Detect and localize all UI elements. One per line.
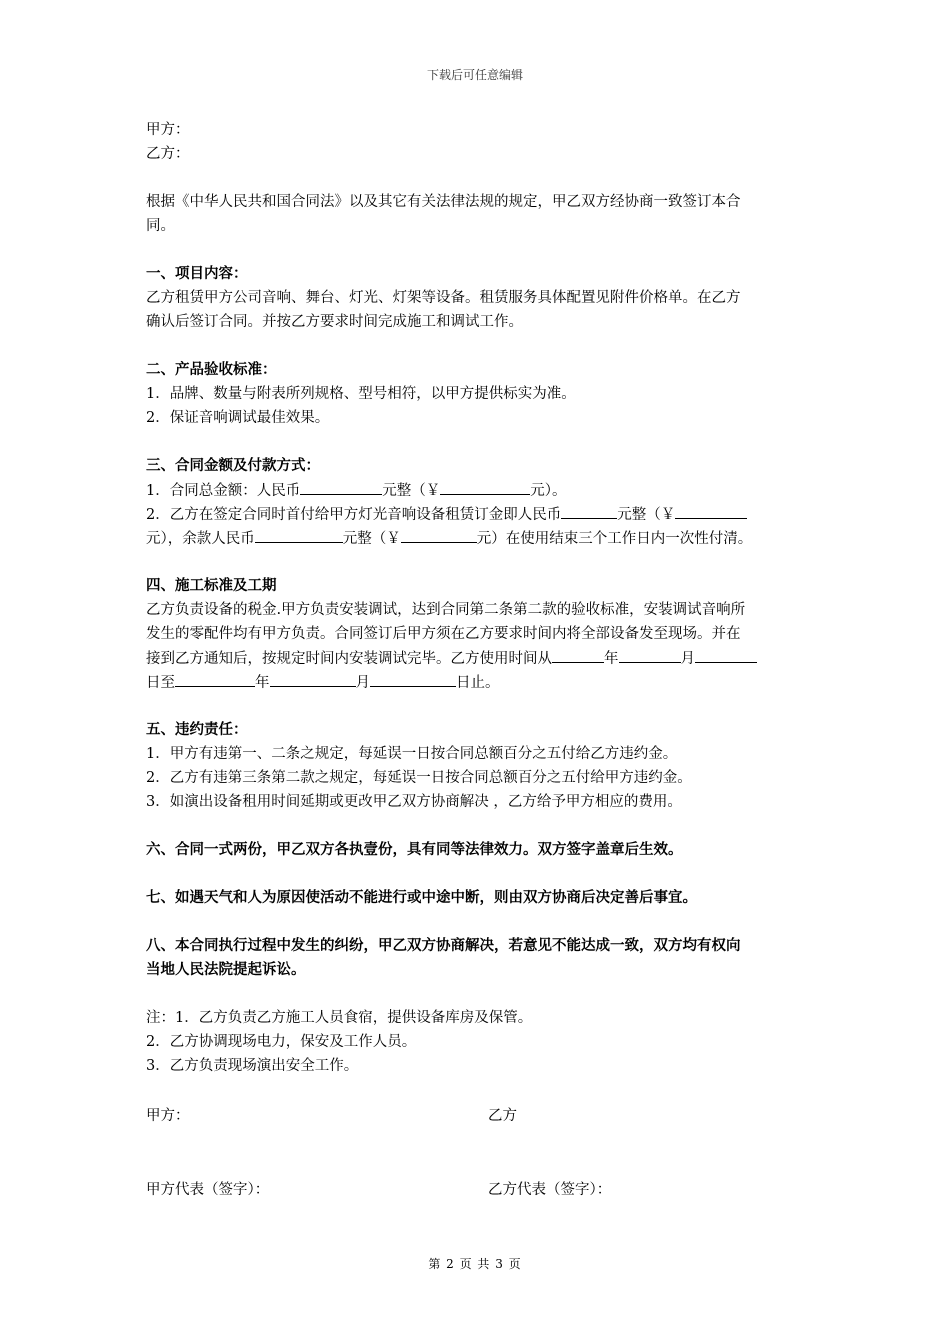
section-text: 乙方负责设备的税金.甲方负责安装调试，达到合同第二条第二款的验收标准，安装调试音响所 — [146, 602, 746, 618]
section-text: 3．如演出设备租用时间延期或更改甲乙双方协商解决 ，乙方给予甲方相应的费用。 — [146, 794, 682, 810]
section-title: 五、违约责任： — [146, 721, 248, 738]
blank-field[interactable] — [300, 478, 382, 495]
deposit-line — [146, 502, 810, 526]
section-title: 当地人民法院提起诉讼。 — [146, 961, 306, 978]
text: 1．合同总金额：人民币 — [146, 483, 301, 499]
section-text: 2．乙方有违第三条第二款之规定，每延误一日按合同总额百分之五付给甲方违约金。 — [146, 770, 692, 786]
text: 元）在使用结束三个工作日内一次性付清。 — [476, 531, 753, 547]
note-line: 3．乙方负责现场演出安全工作。 — [146, 1058, 359, 1074]
text: 元）。 — [530, 483, 567, 499]
blank-field[interactable] — [695, 646, 757, 663]
blank-field[interactable] — [561, 502, 617, 519]
section-title: 二、产品验收标准： — [146, 361, 277, 378]
date-line — [146, 670, 810, 694]
sign-party-a: 甲方： — [146, 1108, 190, 1124]
party-a-label: 甲方： — [146, 122, 190, 138]
text: 2．乙方在签定合同时首付给甲方灯光音响设备租赁订金即人民币 — [146, 507, 562, 523]
intro-line: 根据《中华人民共和国合同法》以及其它有关法律法规的规定，甲乙双方经协商一致签订本合 — [146, 194, 741, 210]
sign-party-b-rep: 乙方代表（签字）： — [488, 1182, 612, 1198]
text: 日止。 — [456, 675, 500, 691]
section-text: 2．保证音响调试最佳效果。 — [146, 410, 330, 426]
blank-field[interactable] — [675, 502, 747, 519]
blank-field[interactable] — [270, 670, 356, 687]
text: 年 — [255, 675, 270, 691]
note-line: 注：1．乙方负责乙方施工人员食宿，提供设备库房及保管。 — [146, 1010, 533, 1026]
page-footer: 第 2 页 共 3 页 — [428, 1257, 522, 1271]
date-line — [146, 646, 810, 670]
sign-party-b: 乙方 — [488, 1108, 517, 1124]
section-title: 一、项目内容： — [146, 265, 248, 282]
blank-field[interactable] — [175, 670, 255, 687]
contract-body — [146, 118, 810, 1078]
text: 日至 — [146, 675, 175, 691]
text: 月 — [680, 651, 695, 667]
party-b-label: 乙方： — [146, 146, 190, 162]
text: 月 — [355, 675, 370, 691]
text: 元整（￥ — [382, 483, 441, 499]
text: 元），余款人民币 — [146, 531, 255, 547]
text: 接到乙方通知后，按规定时间内安装调试完毕。乙方使用时间从 — [146, 651, 552, 667]
section-text: 1．甲方有违第一、二条之规定，每延误一日按合同总额百分之五付给乙方违约金。 — [146, 746, 678, 762]
blank-field[interactable] — [552, 646, 604, 663]
text: 元整（￥ — [342, 531, 401, 547]
section-title: 六、合同一式两份，甲乙双方各执壹份，具有同等法律效力。双方签字盖章后生效。 — [146, 841, 683, 858]
section-title: 八、本合同执行过程中发生的纠纷，甲乙双方协商解决，若意见不能达成一致，双方均有权向 — [146, 937, 741, 954]
section-title: 四、施工标准及工期 — [146, 577, 277, 594]
section-title: 七、如遇天气和人为原因使活动不能进行或中途中断，则由双方协商后决定善后事宜。 — [146, 889, 697, 906]
page-header: 下载后可任意编辑 — [426, 68, 523, 82]
sign-party-a-rep: 甲方代表（签字）： — [146, 1182, 270, 1198]
blank-field[interactable] — [401, 526, 477, 543]
blank-field[interactable] — [255, 526, 343, 543]
text: 元整（￥ — [617, 507, 676, 523]
amount-line — [146, 478, 810, 502]
section-text: 1．品牌、数量与附表所列规格、型号相符，以甲方提供标实为准。 — [146, 386, 576, 402]
blank-field[interactable] — [440, 478, 530, 495]
text: 年 — [604, 651, 619, 667]
section-title: 三、合同金额及付款方式： — [146, 457, 320, 474]
intro-line: 同。 — [146, 218, 175, 234]
section-text: 乙方租赁甲方公司音响、舞台、灯光、灯架等设备。租赁服务具体配置见附件价格单。在乙方 — [146, 290, 741, 306]
note-line: 2．乙方协调现场电力，保安及工作人员。 — [146, 1034, 417, 1050]
section-text: 确认后签订合同。并按乙方要求时间完成施工和调试工作。 — [146, 314, 523, 330]
section-text: 发生的零配件均有甲方负责。合同签订后甲方须在乙方要求时间内将全部设备发至现场。并在 — [146, 626, 741, 642]
balance-line — [146, 526, 810, 550]
blank-field[interactable] — [370, 670, 456, 687]
blank-field[interactable] — [619, 646, 681, 663]
